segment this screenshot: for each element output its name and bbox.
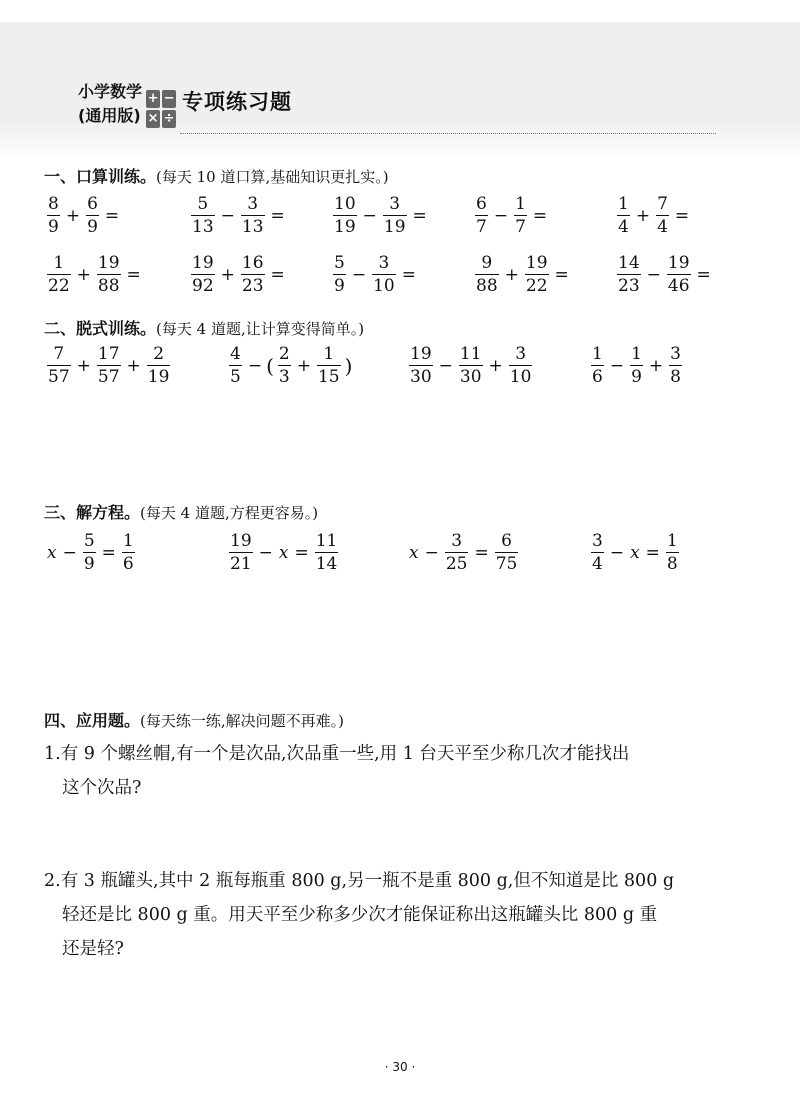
numerator: 19 xyxy=(525,253,548,273)
denominator: 25 xyxy=(445,554,468,574)
word-problem-2 xyxy=(44,864,764,966)
numerator: 19 xyxy=(410,344,432,364)
numerator: 10 xyxy=(334,194,356,214)
denominator: 19 xyxy=(147,367,170,387)
divide-icon: ÷ xyxy=(163,111,175,126)
numerator: 4 xyxy=(230,344,241,364)
equals-sign: = xyxy=(412,206,427,226)
variable-x: x xyxy=(409,543,419,563)
fraction xyxy=(475,196,488,236)
denominator: 3 xyxy=(278,367,290,387)
fraction xyxy=(278,346,291,386)
denominator: 75 xyxy=(495,554,518,574)
denominator: 8 xyxy=(670,367,681,387)
denominator: 14 xyxy=(315,554,338,574)
denominator: 15 xyxy=(317,367,340,387)
operator: − xyxy=(247,356,263,376)
problem-1-line-2: 这个次品? xyxy=(62,778,142,798)
minus-icon: − xyxy=(163,91,175,106)
numerator: 3 xyxy=(451,531,463,551)
operator: + xyxy=(76,356,91,376)
fraction xyxy=(97,346,121,386)
operator: − xyxy=(493,206,509,226)
fraction xyxy=(509,346,533,386)
denominator: 88 xyxy=(476,276,498,296)
section-title-stepwise xyxy=(44,316,364,339)
numerator: 6 xyxy=(476,194,487,214)
brand-text xyxy=(78,80,142,128)
denominator: 92 xyxy=(192,276,214,296)
variable-x: x xyxy=(630,543,640,563)
plus-icon: + xyxy=(147,91,159,106)
numerator: 5 xyxy=(334,253,345,273)
numerator: 19 xyxy=(97,253,120,273)
fraction xyxy=(459,346,483,386)
equation-expression xyxy=(406,533,521,573)
denominator: 22 xyxy=(525,276,548,296)
operator: + xyxy=(504,265,519,285)
numerator: 3 xyxy=(670,344,681,364)
section-note: (每天练一练,解决问题不再难。) xyxy=(140,712,344,730)
fraction xyxy=(333,196,357,236)
operator: − xyxy=(362,206,377,226)
numerator: 2 xyxy=(153,344,165,364)
fraction xyxy=(514,196,527,236)
denominator: 6 xyxy=(592,367,603,387)
fraction xyxy=(666,533,679,573)
denominator: 9 xyxy=(631,367,642,387)
fraction xyxy=(241,196,265,236)
oral-expression xyxy=(472,255,572,295)
numerator: 5 xyxy=(197,194,209,214)
numerator: 19 xyxy=(230,531,252,551)
numerator: 17 xyxy=(97,344,120,364)
equation-expression xyxy=(44,533,138,573)
fraction xyxy=(317,346,341,386)
denominator: 30 xyxy=(410,367,432,387)
equation-expression xyxy=(226,533,341,573)
section-title-oral xyxy=(44,164,389,187)
problem-2-line-2: 轻还是比 800 g 重。用天平至少称多少次才能保证称出这瓶罐头比 800 g 重 xyxy=(62,905,658,925)
fraction xyxy=(617,255,641,295)
denominator: 7 xyxy=(476,217,487,237)
denominator: 9 xyxy=(48,217,59,237)
denominator: 46 xyxy=(667,276,690,296)
numerator: 9 xyxy=(481,253,493,273)
equation-expression xyxy=(588,533,682,573)
stepwise-expression xyxy=(226,346,353,386)
fraction xyxy=(47,196,60,236)
problem-2-line-3: 还是轻? xyxy=(62,939,124,959)
numerator: 1 xyxy=(53,253,65,273)
fraction xyxy=(191,196,215,236)
numerator: 11 xyxy=(459,344,482,364)
operator: + xyxy=(635,206,651,226)
equals-sign: = xyxy=(696,265,711,285)
denominator: 5 xyxy=(230,367,241,387)
denominator: 19 xyxy=(383,217,406,237)
left-paren: ( xyxy=(266,354,274,378)
section-heading: 四、应用题。 xyxy=(44,711,141,730)
oral-expression xyxy=(44,255,144,295)
fraction xyxy=(475,255,499,295)
denominator: 8 xyxy=(666,554,678,574)
numerator: 3 xyxy=(378,253,390,273)
oral-expression xyxy=(188,255,288,295)
equals-sign: = xyxy=(270,265,285,285)
numerator: 11 xyxy=(315,531,338,551)
fraction xyxy=(591,346,604,386)
operator: − xyxy=(609,543,625,563)
fraction xyxy=(47,346,71,386)
numerator: 8 xyxy=(48,194,59,214)
denominator: 10 xyxy=(509,367,532,387)
denominator: 23 xyxy=(241,276,264,296)
operator: + xyxy=(648,356,664,376)
section-heading: 二、脱式训练。 xyxy=(44,319,157,338)
numerator: 3 xyxy=(247,194,259,214)
section-title-equations xyxy=(44,500,318,523)
denominator: 19 xyxy=(334,217,356,237)
fraction xyxy=(495,533,519,573)
fraction xyxy=(333,255,346,295)
equals-sign: = xyxy=(554,265,569,285)
equals-sign: = xyxy=(126,265,141,285)
fraction xyxy=(617,196,630,236)
denominator: 57 xyxy=(97,367,120,387)
oral-expression xyxy=(44,196,122,236)
stepwise-expression xyxy=(588,346,685,386)
section-heading: 三、解方程。 xyxy=(44,503,141,522)
numerator: 5 xyxy=(83,531,95,551)
denominator: 4 xyxy=(657,217,668,237)
fraction xyxy=(229,346,242,386)
denominator: 10 xyxy=(373,276,395,296)
page-number: · 30 · xyxy=(384,1060,416,1074)
operator: − xyxy=(351,265,367,285)
equals-sign: = xyxy=(401,265,416,285)
operator: − xyxy=(438,356,453,376)
fraction xyxy=(656,196,669,236)
numerator: 1 xyxy=(323,344,335,364)
operator: + xyxy=(126,356,141,376)
fraction xyxy=(445,533,469,573)
numerator: 6 xyxy=(87,194,98,214)
numerator: 3 xyxy=(592,531,603,551)
numerator: 7 xyxy=(53,344,65,364)
operator: + xyxy=(76,265,91,285)
problem-1-line-1: 1.有 9 个螺丝帽,有一个是次品,次品重一些,用 1 台天平至少称几次才能找出 xyxy=(44,744,630,764)
equals-sign: = xyxy=(645,543,660,563)
fraction xyxy=(591,533,604,573)
numerator: 3 xyxy=(389,194,401,214)
denominator: 9 xyxy=(334,276,345,296)
denominator: 88 xyxy=(97,276,120,296)
numerator: 16 xyxy=(241,253,264,273)
oral-expression xyxy=(330,196,430,236)
stepwise-expression xyxy=(44,346,173,386)
oral-expression xyxy=(614,196,692,236)
times-icon: × xyxy=(147,111,159,126)
book-brand xyxy=(78,80,292,128)
operator: − xyxy=(62,543,77,563)
fraction xyxy=(97,255,121,295)
operator: + xyxy=(220,265,235,285)
denominator: 13 xyxy=(241,217,264,237)
numerator: 14 xyxy=(618,253,640,273)
denominator: 9 xyxy=(83,554,95,574)
equals-sign: = xyxy=(104,206,120,226)
equals-sign: = xyxy=(101,543,116,563)
section-note: (每天 10 道口算,基础知识更扎实。) xyxy=(156,168,389,186)
numerator: 19 xyxy=(667,253,690,273)
numerator: 1 xyxy=(122,531,134,551)
operator: + xyxy=(296,356,311,376)
fraction xyxy=(383,196,407,236)
variable-x: x xyxy=(278,543,289,563)
numerator: 1 xyxy=(515,194,526,214)
operator: − xyxy=(258,543,273,563)
numerator: 1 xyxy=(631,344,642,364)
fraction xyxy=(630,346,643,386)
equals-sign: = xyxy=(532,206,548,226)
denominator: 4 xyxy=(592,554,603,574)
brand-line1: 小学数学 xyxy=(78,82,143,101)
right-paren: ) xyxy=(344,354,353,378)
fraction xyxy=(191,255,215,295)
denominator: 21 xyxy=(230,554,252,574)
fraction xyxy=(86,196,99,236)
header-divider xyxy=(180,133,716,134)
fraction xyxy=(229,533,253,573)
numerator: 2 xyxy=(278,344,290,364)
oral-expression xyxy=(614,255,714,295)
numerator: 1 xyxy=(618,194,629,214)
operator: − xyxy=(609,356,625,376)
oral-expression xyxy=(188,196,288,236)
oral-expression xyxy=(330,255,419,295)
variable-x: x xyxy=(47,543,57,563)
fraction xyxy=(83,533,96,573)
operator: + xyxy=(488,356,503,376)
denominator: 57 xyxy=(48,367,70,387)
operator: − xyxy=(646,265,661,285)
word-problem-1 xyxy=(44,737,764,805)
book-title: 专项练习题 xyxy=(182,90,293,114)
fraction xyxy=(409,346,433,386)
section-title-word-problems xyxy=(44,708,344,731)
fraction xyxy=(372,255,396,295)
section-note: (每天 4 道题,方程更容易。) xyxy=(140,504,319,522)
denominator: 4 xyxy=(618,217,629,237)
stepwise-expression xyxy=(406,346,535,386)
fraction xyxy=(315,533,339,573)
oral-expression xyxy=(472,196,550,236)
equals-sign: = xyxy=(270,206,285,226)
operator-icons xyxy=(146,90,176,128)
numerator: 6 xyxy=(501,531,512,551)
numerator: 19 xyxy=(192,253,214,273)
denominator: 23 xyxy=(618,276,640,296)
fraction xyxy=(669,346,682,386)
fraction xyxy=(241,255,265,295)
numerator: 1 xyxy=(666,531,678,551)
numerator: 3 xyxy=(515,344,527,364)
operator: + xyxy=(65,206,81,226)
brand-line2: (通用版) xyxy=(78,106,141,125)
equals-sign: = xyxy=(474,543,489,563)
section-note: (每天 4 道题,让计算变得简单。) xyxy=(156,320,365,338)
fraction xyxy=(667,255,691,295)
equals-sign: = xyxy=(674,206,690,226)
operator: − xyxy=(220,206,235,226)
denominator: 7 xyxy=(515,217,526,237)
numerator: 1 xyxy=(592,344,603,364)
numerator: 7 xyxy=(657,194,668,214)
problem-2-line-1: 2.有 3 瓶罐头,其中 2 瓶每瓶重 800 g,另一瓶不是重 800 g,但不知道是比 800 g xyxy=(44,871,675,891)
fraction xyxy=(122,533,135,573)
equals-sign: = xyxy=(294,543,309,563)
denominator: 9 xyxy=(87,217,98,237)
denominator: 22 xyxy=(48,276,70,296)
denominator: 6 xyxy=(122,554,134,574)
denominator: 30 xyxy=(459,367,482,387)
fraction xyxy=(47,255,71,295)
fraction xyxy=(525,255,549,295)
operator: − xyxy=(424,543,439,563)
denominator: 13 xyxy=(192,217,214,237)
fraction xyxy=(147,346,171,386)
section-heading: 一、口算训练。 xyxy=(44,167,157,186)
